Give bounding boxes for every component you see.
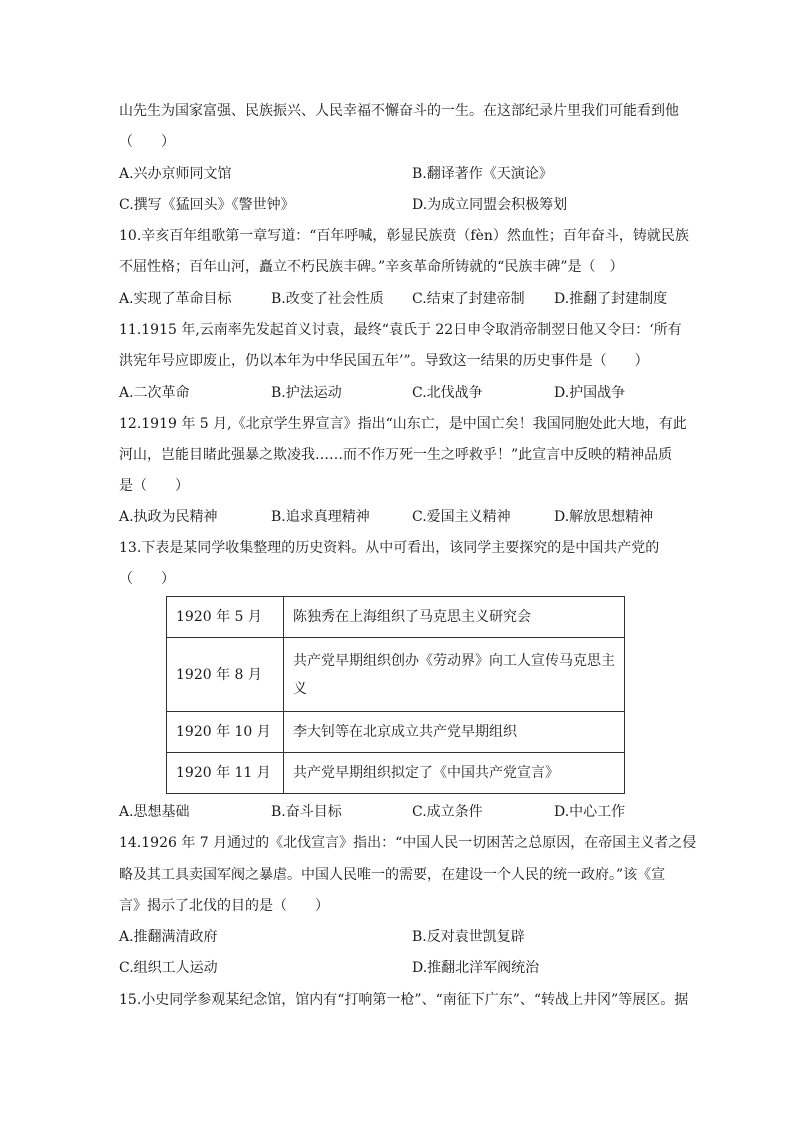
- table-cell-event: 陈独秀在上海组织了马克思主义研究会: [284, 597, 625, 638]
- q14-stem-line2: 略及其工具卖国军阀之暴虐。中国人民唯一的需要，在建设一个人民的统一政府。”该《宣: [119, 867, 666, 883]
- table-row: [167, 712, 625, 753]
- q11-option-a: A.二次革命: [119, 385, 190, 401]
- q12-option-c: C.爱国主义精神: [412, 509, 511, 525]
- table-cell-date: 1920 年 10 月: [167, 712, 284, 753]
- q13-stem-line1: 13.下表是某同学收集整理的历史资料。从中可看出，该同学主要探究的是中国共产党的: [119, 540, 660, 556]
- q14-option-b: B.反对袁世凯复辟: [412, 929, 525, 945]
- table-row: [167, 597, 625, 638]
- q10-option-c: C.结束了封建帝制: [412, 291, 525, 307]
- q11-option-b: B.护法运动: [271, 385, 342, 401]
- q9-option-b: B.翻译著作《天演论》: [412, 166, 553, 182]
- q12-stem-line2: 河山，岂能目睹此强暴之欺凌我……而不作万死一生之呼救乎！”此宣言中反映的精神品质: [119, 447, 673, 463]
- q12-option-a: A.执政为民精神: [119, 509, 218, 525]
- table-cell-event: 李大钊等在北京成立共产党早期组织: [284, 712, 625, 753]
- q9-option-d: D.为成立同盟会积极筹划: [412, 197, 568, 213]
- q14-stem-line3: 言》揭示了北伐的目的是（ ）: [119, 898, 329, 914]
- q12-option-b: B.追求真理精神: [271, 509, 370, 525]
- table-cell-event: 共产党早期组织拟定了《中国共产党宣言》: [284, 753, 625, 794]
- q11-stem-line1: 11.1915 年,云南率先发起首义讨袁，最终“袁氏于 22日申令取消帝制翌日他又令曰：‘所有: [119, 322, 682, 338]
- q11-option-d: D.护国战争: [554, 385, 626, 401]
- q9-answer-blank: （ ）: [119, 134, 175, 150]
- q15-stem-line1: 15.小史同学参观某纪念馆，馆内有“打响第一枪”、“南征下广东”、“转战上井冈”等展区。据: [119, 992, 689, 1008]
- q14-option-d: D.推翻北洋军阀统治: [412, 960, 540, 976]
- q9-option-c: C.撰写《猛回头》《警世钟》: [119, 197, 295, 213]
- q13-option-b: B.奋斗目标: [271, 804, 342, 820]
- q10-option-a: A.实现了革命目标: [119, 291, 232, 307]
- q12-stem-line1: 12.1919 年 5 月,《北京学生界宣言》指出“山东亡，是中国亡矣！我国同胞处此大地，有此: [119, 416, 687, 432]
- q14-option-c: C.组织工人运动: [119, 960, 218, 976]
- q10-option-b: B.改变了社会性质: [271, 291, 384, 307]
- q12-stem-line3: 是（ ）: [119, 478, 189, 494]
- table-cell-date: 1920 年 8 月: [167, 638, 284, 712]
- table-row: [167, 753, 625, 794]
- table-cell-date: 1920 年 11 月: [167, 753, 284, 794]
- table-cell-date: 1920 年 5 月: [167, 597, 284, 638]
- q10-option-d: D.推翻了封建制度: [554, 291, 668, 307]
- q11-option-c: C.北伐战争: [412, 385, 483, 401]
- q10-stem-line2: 不屈性格；百年山河，矗立不朽民族丰碑。”辛亥革命所铸就的“民族丰碑”是（ ）: [119, 259, 624, 275]
- q9-option-a: A.兴办京师同文馆: [119, 166, 232, 182]
- q13-answer-blank: （ ）: [119, 571, 175, 587]
- q13-option-c: C.成立条件: [412, 804, 483, 820]
- q9-stem-continued: 山先生为国家富强、民族振兴、人民幸福不懈奋斗的一生。在这部纪录片里我们可能看到他: [119, 103, 679, 119]
- q14-stem-line1: 14.1926 年 7 月通过的《北伐宣言》指出：“中国人民一切困苦之总原因，在帝国主义者之侵: [119, 835, 697, 851]
- q12-option-d: D.解放思想精神: [554, 509, 654, 525]
- history-table: [166, 596, 625, 794]
- q14-option-a: A.推翻满清政府: [119, 929, 218, 945]
- table-row: [167, 638, 625, 712]
- q13-option-d: D.中心工作: [554, 804, 626, 820]
- q13-option-a: A.思想基础: [119, 804, 190, 820]
- q11-stem-line2: 洪宪年号应即废止，仍以本年为中华民国五年’”。导致这一结果的历史事件是（ ）: [119, 353, 649, 369]
- table-cell-event: 共产党早期组织创办《劳动界》向工人宣传马克思主义: [284, 638, 625, 712]
- q10-stem-line1: 10.辛亥百年组歌第一章写道：“百年呼喊，彰显民族贲（fèn）然血性；百年奋斗，铸就民族: [119, 228, 689, 244]
